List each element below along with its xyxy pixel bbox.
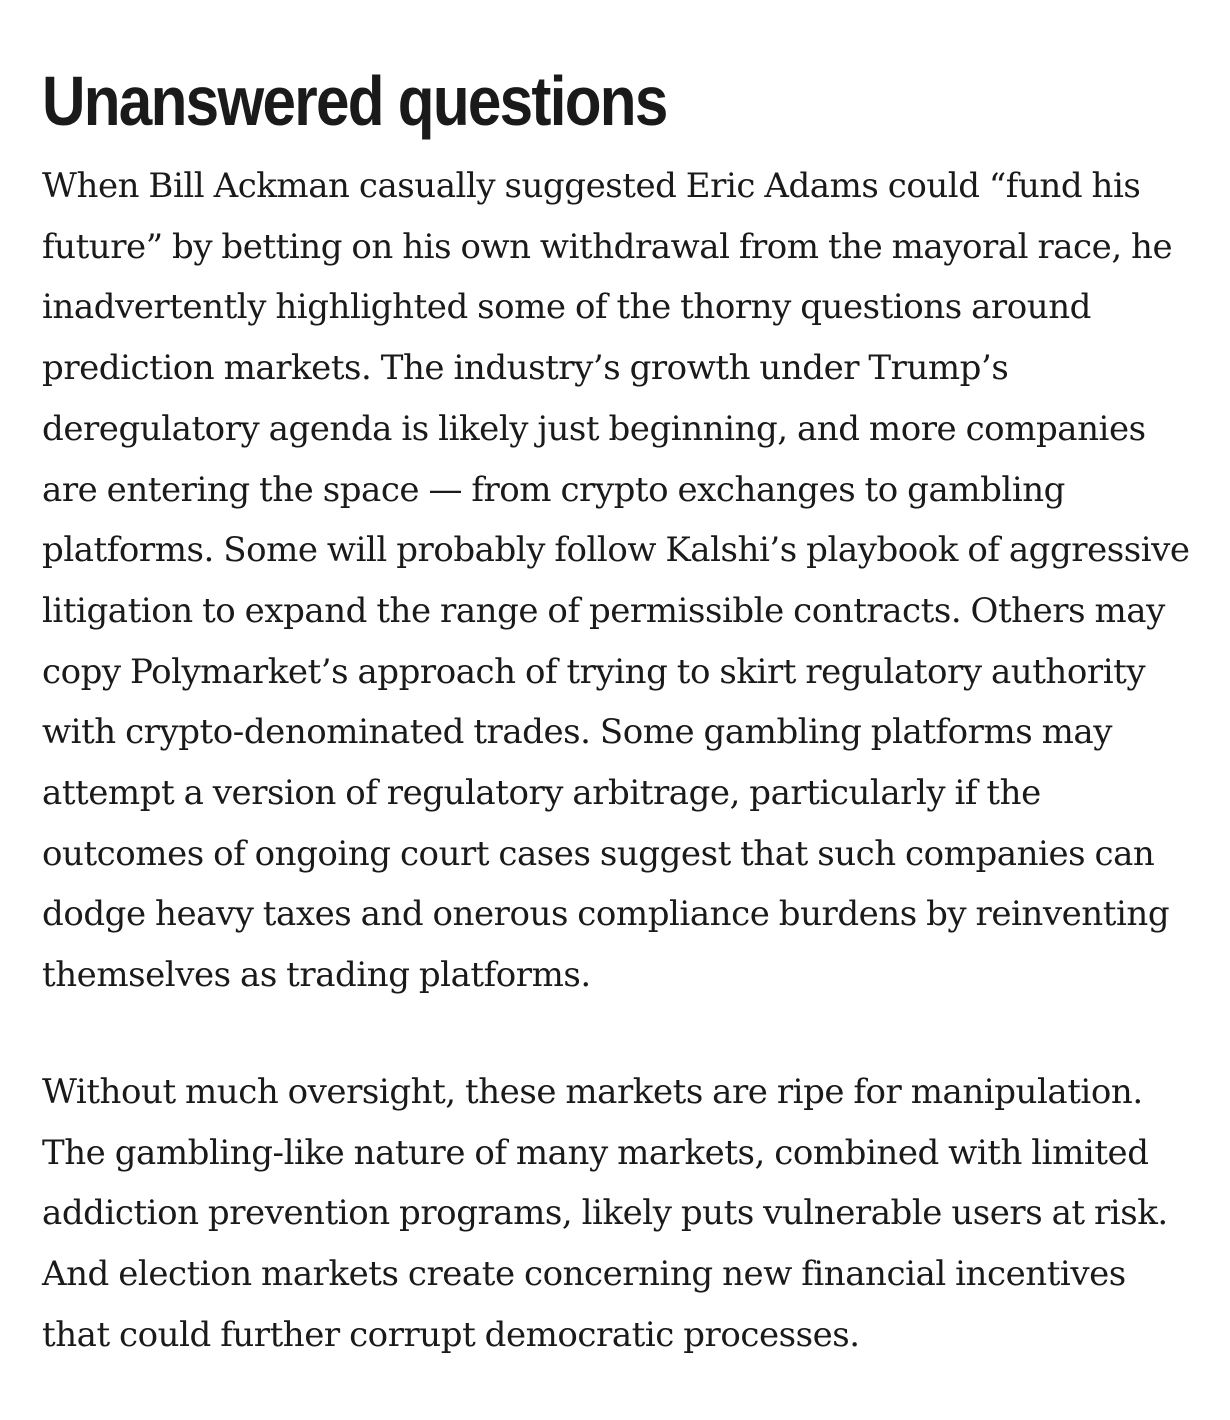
- paragraph-line: When Bill Ackman casually suggested Eric Adams could “fund his: [42, 166, 1141, 206]
- paragraph-line: that could further corrupt democratic processes.: [42, 1314, 860, 1355]
- paragraph-line: with crypto-denominated trades. Some gambling platforms may: [42, 712, 1112, 753]
- paragraph-line: outcomes of ongoing court cases suggest that such companies can: [42, 833, 1155, 874]
- paragraph-line: And election markets create concerning new financial incentives: [42, 1253, 1126, 1294]
- paragraph-line: inadvertently highlighted some of the thorny questions around: [42, 287, 1091, 328]
- paragraph-line: platforms. Some will probably follow Kalshi’s playbook of aggressive: [42, 530, 1190, 571]
- section-heading: Unanswered questions: [42, 62, 667, 140]
- paragraph-line: future” by betting on his own withdrawal from the mayoral race, he: [42, 226, 1173, 267]
- paragraph-line: are entering the space — from crypto exchanges to gambling: [42, 469, 1066, 510]
- paragraph-line: deregulatory agenda is likely just beginning, and more companies: [42, 408, 1146, 449]
- article-paragraph: [42, 1062, 1192, 1366]
- article-paragraph: [42, 156, 1192, 1006]
- paragraph-line: The gambling-like nature of many markets, combined with limited: [42, 1132, 1149, 1173]
- paragraph-line: Without much oversight, these markets are ripe for manipulation.: [42, 1071, 1143, 1112]
- paragraph-line: prediction markets. The industry’s growth under Trump’s: [42, 348, 1009, 389]
- article-body: [42, 0, 1192, 1365]
- paragraph-line: dodge heavy taxes and onerous compliance burdens by reinventing: [42, 894, 1170, 935]
- paragraph-line: themselves as trading platforms.: [42, 955, 591, 996]
- paragraph-line: copy Polymarket’s approach of trying to skirt regulatory authority: [42, 651, 1146, 692]
- paragraph-line: addiction prevention programs, likely puts vulnerable users at risk.: [42, 1193, 1168, 1234]
- paragraph-line: litigation to expand the range of permissible contracts. Others may: [42, 590, 1165, 631]
- paragraph-line: attempt a version of regulatory arbitrage, particularly if the: [42, 773, 1041, 814]
